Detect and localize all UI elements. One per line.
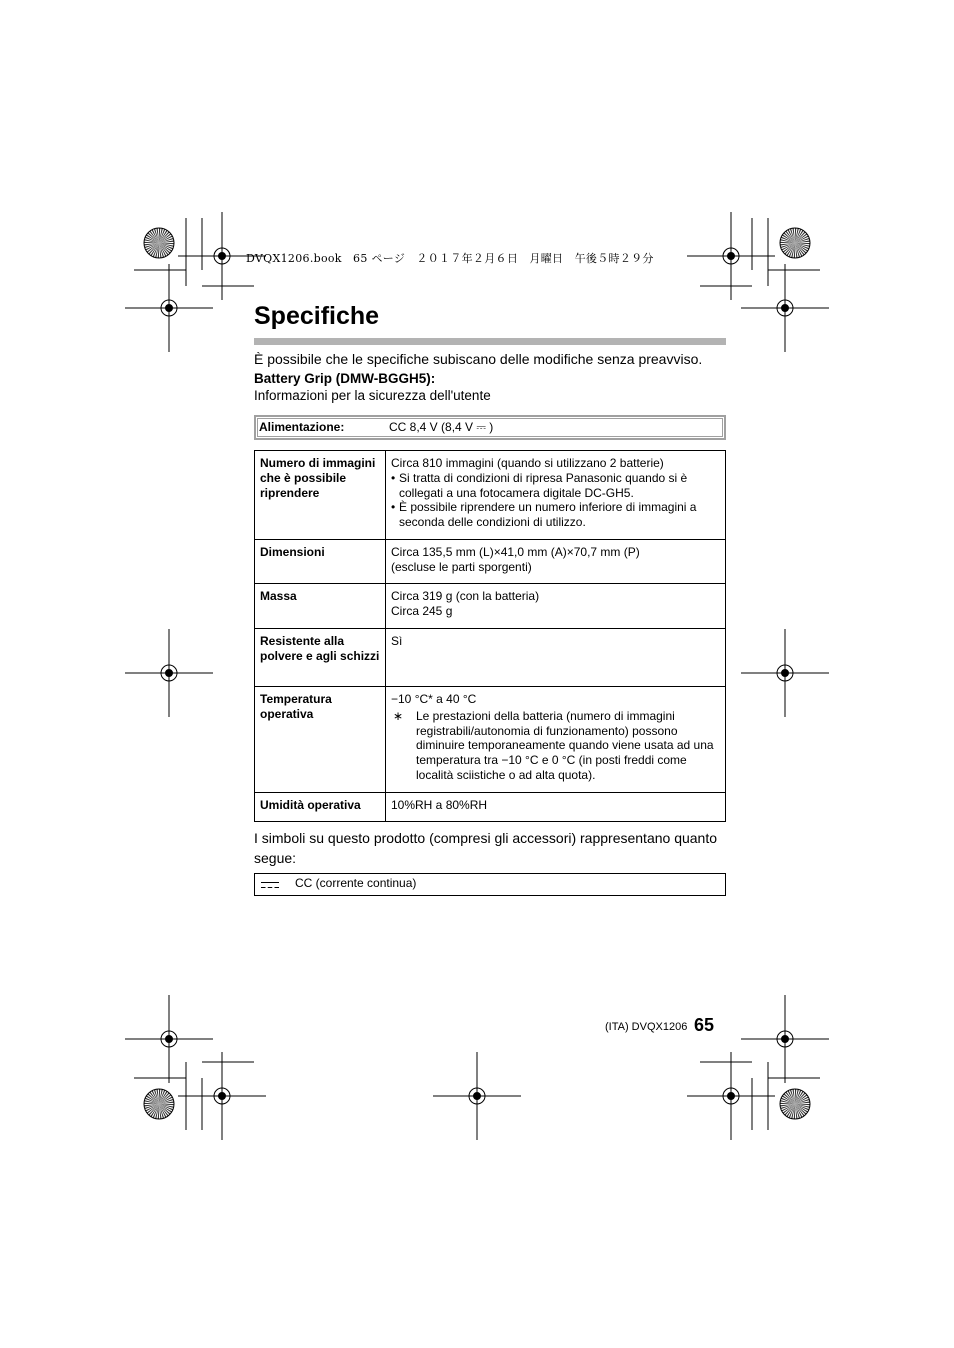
row-label: Dimensioni <box>255 540 386 584</box>
asterisk-icon: ∗ <box>393 708 404 723</box>
row-value: −10 °C* a 40 °C ∗ Le prestazioni della batteria (numero di immagini registrabili/autonomia di funzionamento) possono diminuire temporaneamente quando viene usata ad una temperatura tra −10 °C e 0 °C (in posti freddi come località sciistiche o ad alta quota). <box>386 687 726 793</box>
table-row <box>255 451 726 540</box>
footer-code: (ITA) DVQX1206 <box>605 1021 688 1033</box>
registration-mark-icon <box>433 1052 521 1140</box>
table-row <box>255 687 726 793</box>
footnote: ∗ Le prestazioni della batteria (numero di immagini registrabili/autonomia di funzionamento) possono diminuire temporaneamente quando viene usata ad una temperatura tra −10 °C e 0 °C (in posti freddi come località sciistiche o ad alta quota). <box>393 708 714 782</box>
row-label: Resistente alla polvere e agli schizzi <box>255 629 386 687</box>
row-value: Circa 319 g (con la batteria) Circa 245 g <box>386 584 726 629</box>
page-title: Specifiche <box>254 302 380 330</box>
power-supply-box <box>254 415 726 440</box>
list-item: • È possibile riprendere un numero inferiore di immagini a seconda delle condizioni di utilizzo. <box>391 500 697 530</box>
registration-mark-icon <box>687 212 775 300</box>
color-star-target-icon <box>144 1089 174 1119</box>
color-star-target-icon <box>780 228 810 258</box>
title-underline-bar <box>254 338 726 345</box>
row-value: Sì <box>386 629 726 687</box>
table-row <box>255 584 726 629</box>
row-label: Temperatura operativa <box>255 687 386 793</box>
table-row <box>255 629 726 687</box>
symbol-description: CC (corrente continua) <box>295 876 417 890</box>
list-item: • Si tratta di condizioni di ripresa Panasonic quando si è collegati a una fotocamera digitale DC-GH5. <box>391 470 688 500</box>
row-label: Massa <box>255 584 386 629</box>
row-label: Umidità operativa <box>255 793 386 822</box>
symbol-table <box>254 873 726 896</box>
power-value: CC 8,4 V (8,4 V ⎓ ) <box>389 420 494 434</box>
registration-mark-icon <box>125 629 213 717</box>
table-row <box>255 793 726 822</box>
page-number: 65 <box>694 1015 715 1035</box>
color-star-target-icon <box>144 228 174 258</box>
safety-label: Informazioni per la sicurezza dell'utente <box>254 388 491 403</box>
row-value: 10%RH a 80%RH <box>386 793 726 822</box>
registration-mark-icon <box>741 264 829 352</box>
symbols-intro-text: I simboli su questo prodotto (compresi gli accessori) rappresentano quanto segue: <box>254 830 718 866</box>
row-value: Circa 135,5 mm (L)×41,0 mm (A)×70,7 mm (P) (escluse le parti sporgenti) <box>386 540 726 584</box>
power-label: Alimentazione: <box>259 420 345 434</box>
book-header: DVQX1206.book 65 ページ ２０１７年２月６日 月曜日 午後５時２９分 <box>246 252 654 265</box>
registration-mark-icon <box>125 995 213 1083</box>
registration-mark-icon <box>741 995 829 1083</box>
spec-table <box>254 450 726 822</box>
row-label: Numero di immagini che è possibile riprendere <box>255 451 386 540</box>
product-heading: Battery Grip (DMW-BGGH5): <box>254 371 436 386</box>
intro-text: È possibile che le specifiche subiscano delle modifiche senza preavviso. <box>254 351 703 367</box>
color-star-target-icon <box>780 1089 810 1119</box>
row-value <box>386 451 726 540</box>
table-row <box>255 540 726 584</box>
registration-mark-icon <box>125 264 213 352</box>
registration-mark-icon <box>741 629 829 717</box>
registration-mark-icon <box>687 1052 775 1140</box>
dc-symbol-icon <box>261 881 279 889</box>
registration-mark-icon <box>178 1052 266 1140</box>
row-main-text: Circa 810 immagini (quando si utilizzano 2 batterie) <box>391 456 664 470</box>
